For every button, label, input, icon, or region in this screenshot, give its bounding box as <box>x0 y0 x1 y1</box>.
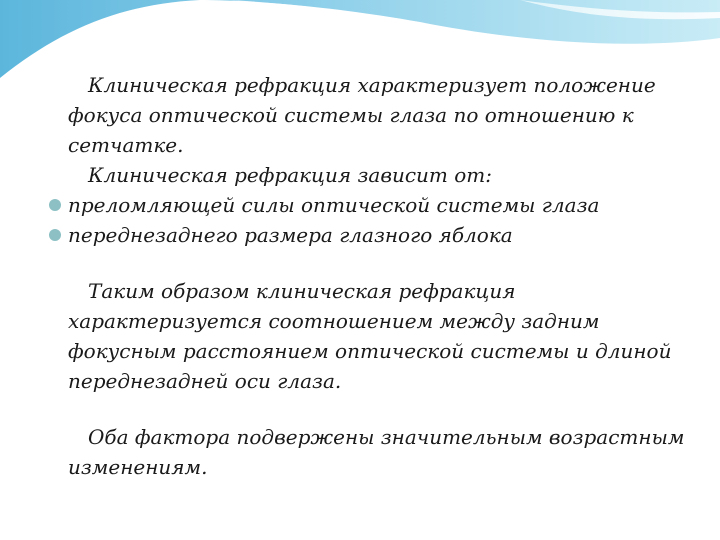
bullet-item-refractive-power <box>68 190 698 220</box>
bullet-text: переднезаднего размера глазного яблока <box>68 223 513 247</box>
bullet-item-axial-length <box>68 220 698 250</box>
intro-paragraph: Клиническая рефракция характеризует положение фокуса оптической системы глаза по отношению к сетчатке. <box>68 73 656 157</box>
slide-content <box>68 70 698 482</box>
conclusion-paragraph: Таким образом клиническая рефракция характеризуется соотношением между задним фокусным расстоянием оптической системы и длиной переднезадней оси глаза. <box>68 279 672 393</box>
age-note-paragraph: Оба фактора подвержены значительным возрастным изменениям. <box>68 425 685 479</box>
bullet-dot-icon <box>49 199 61 211</box>
bullet-text: преломляющей силы оптической системы глаза <box>68 193 600 217</box>
bullet-dot-icon <box>49 229 61 241</box>
depends-label: Клиническая рефракция зависит от: <box>88 163 492 187</box>
